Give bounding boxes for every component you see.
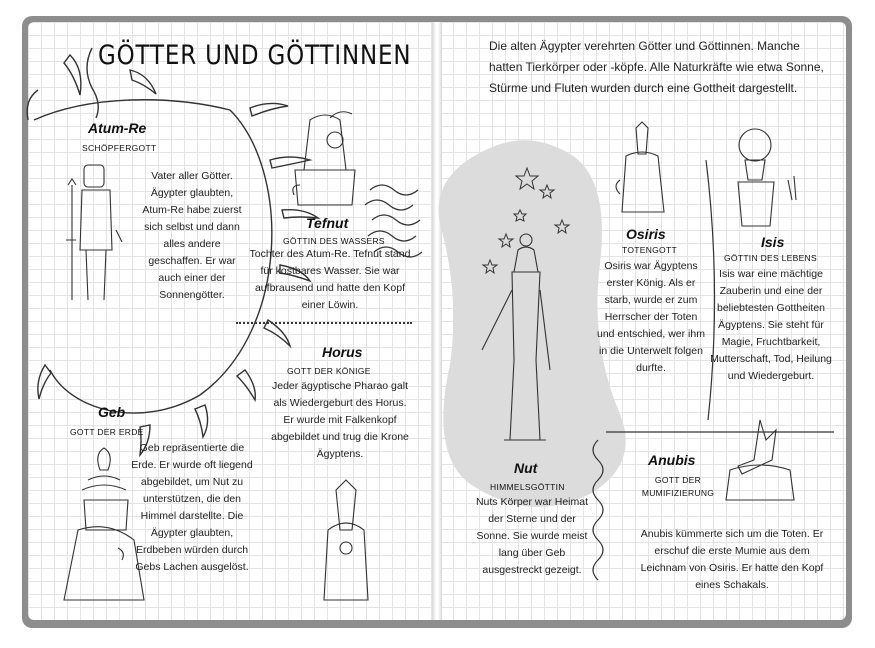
anubis-text: Anubis kümmerte sich um die Toten. Er erschuf die erste Mumie aus dem Leichnam von Osiris. Er hatte den Kopf eines Schakals. (640, 528, 824, 591)
horus-role: GOTT DER KÖNIGE (287, 366, 371, 376)
page-title: GÖTTER UND GÖTTINNEN (98, 40, 412, 71)
title-swirl (87, 48, 98, 118)
geb-role: GOTT DER ERDE (70, 427, 144, 437)
atum-re-role: SCHÖPFERGOTT (82, 143, 157, 153)
tefnut-role: GÖTTIN DES WASSERS (283, 236, 385, 246)
atum-re-text: Vater aller Götter. Ägypter glaubten, Atum-Re habe zuerst sich selbst und dann alles andere geschaffen. Er war auch einer der Sonnengötter. (142, 170, 242, 301)
tefnut-text: Tochter des Atum-Re. Tefnut stand für kostbares Wasser. Sie war aufbrausend und hatte den Kopf einer Löwin. (249, 248, 411, 311)
osiris-text: Osiris war Ägyptens erster König. Als er starb, wurde er zum Herrscher der Toten und entschied, wer ihm in die Unterwelt folgen durfte. (597, 260, 705, 374)
geb-name: Geb (98, 404, 126, 420)
tefnut-name: Tefnut (306, 215, 349, 231)
isis-name: Isis (761, 234, 785, 250)
isis-figure-icon (738, 129, 796, 226)
nut-text: Nuts Körper war Heimat der Sterne und der Sonne. Sie wurde meist lang über Geb ausgestreckt gezeigt. (475, 496, 589, 576)
dotted-divider (236, 322, 412, 324)
osiris-name: Osiris (626, 226, 666, 242)
anubis-name: Anubis (648, 452, 696, 468)
atum-re-figure-icon (66, 165, 122, 300)
isis-role: GÖTTIN DES LEBENS (724, 253, 817, 263)
nut-name: Nut (514, 460, 538, 476)
osiris-figure-icon (616, 122, 664, 212)
horus-figure-icon (324, 480, 368, 600)
anubis-role: GOTT DER MUMIFIZIERUNG (641, 475, 715, 498)
osiris-role: TOTENGOTT (622, 245, 677, 255)
atum-re-name: Atum-Re (88, 120, 147, 136)
intro-text: Die alten Ägypter verehrten Götter und Göttinnen. Manche hatten Tierkörper oder -köpfe. Alle Naturkräfte wie etwa Sonne, Stürme und Fluten wurden durch eine Gottheit dargestellt. (489, 39, 824, 95)
horus-name: Horus (322, 344, 363, 360)
nut-role: HIMMELSGÖTTIN (490, 482, 565, 492)
isis-text: Isis war eine mächtige Zauberin und eine der beliebtesten Gottheiten Ägyptens. Sie steht für Magie, Fruchtbarkeit, Mutterschaft, Tod, Heilung und Wiedergeburt. (710, 268, 832, 382)
horus-text: Jeder ägyptische Pharao galt als Wiedergeburt des Horus. Er wurde mit Falkenkopf abgebildet und trug die Krone Ägyptens. (271, 380, 409, 460)
geb-text: Geb repräsentierte die Erde. Er wurde oft liegend abgebildet, um Nut zu unterstützen, die den Himmel darstellte. Die Ägypter glaubten, Erdbeben würden durch Gebs Lachen ausgelöst. (131, 442, 253, 573)
